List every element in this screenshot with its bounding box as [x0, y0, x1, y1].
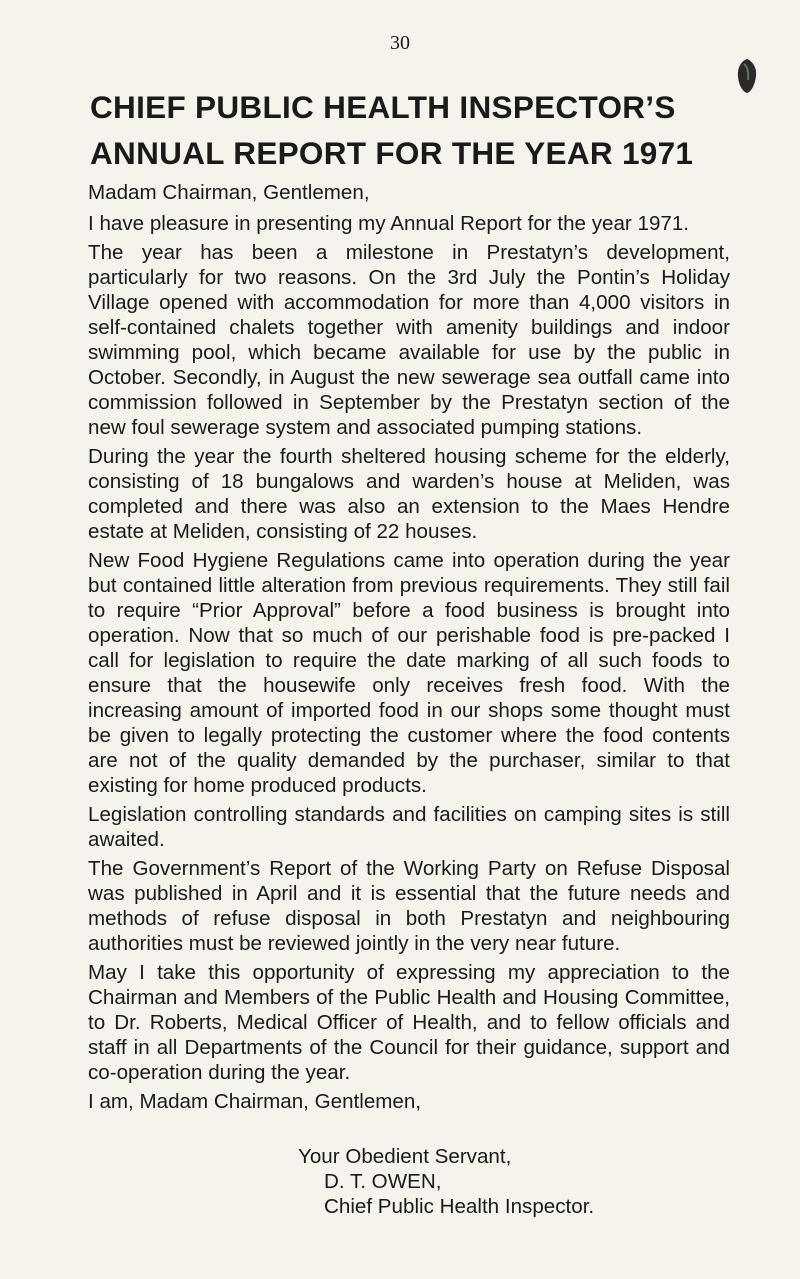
signature-closing: Your Obedient Servant,: [298, 1145, 512, 1168]
paragraph-appreciation: May I take this opportunity of expressing my appreciation to the Chairman and Members of the Public Health and Housing Committee, to Dr. Roberts, Medical Officer of Health, and to fellow officials and staff in all Departments of the Council for their guidance, support and co-operation during the year.: [88, 961, 730, 1084]
paragraph-milestone: The year has been a milestone in Prestatyn’s development, particularly for two reasons. On the 3rd July the Pontin’s Holiday Village opened with accommodation for more than 4,000 visitors in self-contained chalets together with amenity buildings and indoor swimming pool, which became available for use by the public in October. Secondly, in August the new sewerage sea outfall came into commission followed in September by the Prestatyn section of the new foul sewerage system and associated pumping stations.: [88, 241, 730, 439]
signature-name: D. T. OWEN,: [324, 1170, 442, 1193]
title-line-1: CHIEF PUBLIC HEALTH INSPECTOR’S: [90, 89, 676, 125]
paragraph-housing: During the year the fourth sheltered housing scheme for the elderly, consisting of 18 bungalows and warden’s house at Meliden, was completed and there was also an extension to the Maes Hendre estate at Meliden, consisting of 22 houses.: [88, 445, 730, 543]
paragraph-closing-salutation: I am, Madam Chairman, Gentlemen,: [88, 1090, 422, 1113]
report-body: [88, 180, 730, 1118]
paragraph-camping: Legislation controlling standards and facilities on camping sites is still awaited.: [88, 803, 730, 851]
binder-clip-mark-icon: [736, 58, 758, 94]
signature-position: Chief Public Health Inspector.: [324, 1195, 595, 1218]
paragraph-food-hygiene: New Food Hygiene Regulations came into operation during the year but contained little alteration from previous requirements. They still fail to require “Prior Approval” before a food business is brought into operation. Now that so much of our perishable food is pre-packed I call for legislation to require the date marking of all such foods to ensure that the housewife only receives fresh food. With the increasing amount of imported food in our shops some thought must be given to legally protecting the customer where the food contents are not of the quality demanded by the purchaser, similar to that existing for home produced products.: [88, 549, 730, 797]
page-number: 30: [390, 32, 410, 54]
signature-block: [298, 1144, 594, 1219]
paragraph-intro: I have pleasure in presenting my Annual Report for the year 1971.: [88, 212, 690, 235]
paragraph-refuse: The Government’s Report of the Working Party on Refuse Disposal was published in April and it is essential that the future needs and methods of refuse disposal in both Prestatyn and neighbouring authorities must be reviewed jointly in the very near future.: [88, 857, 730, 955]
report-title: [90, 84, 730, 176]
title-line-2: ANNUAL REPORT FOR THE YEAR 1971: [90, 135, 694, 171]
salutation: Madam Chairman, Gentlemen,: [88, 181, 370, 204]
